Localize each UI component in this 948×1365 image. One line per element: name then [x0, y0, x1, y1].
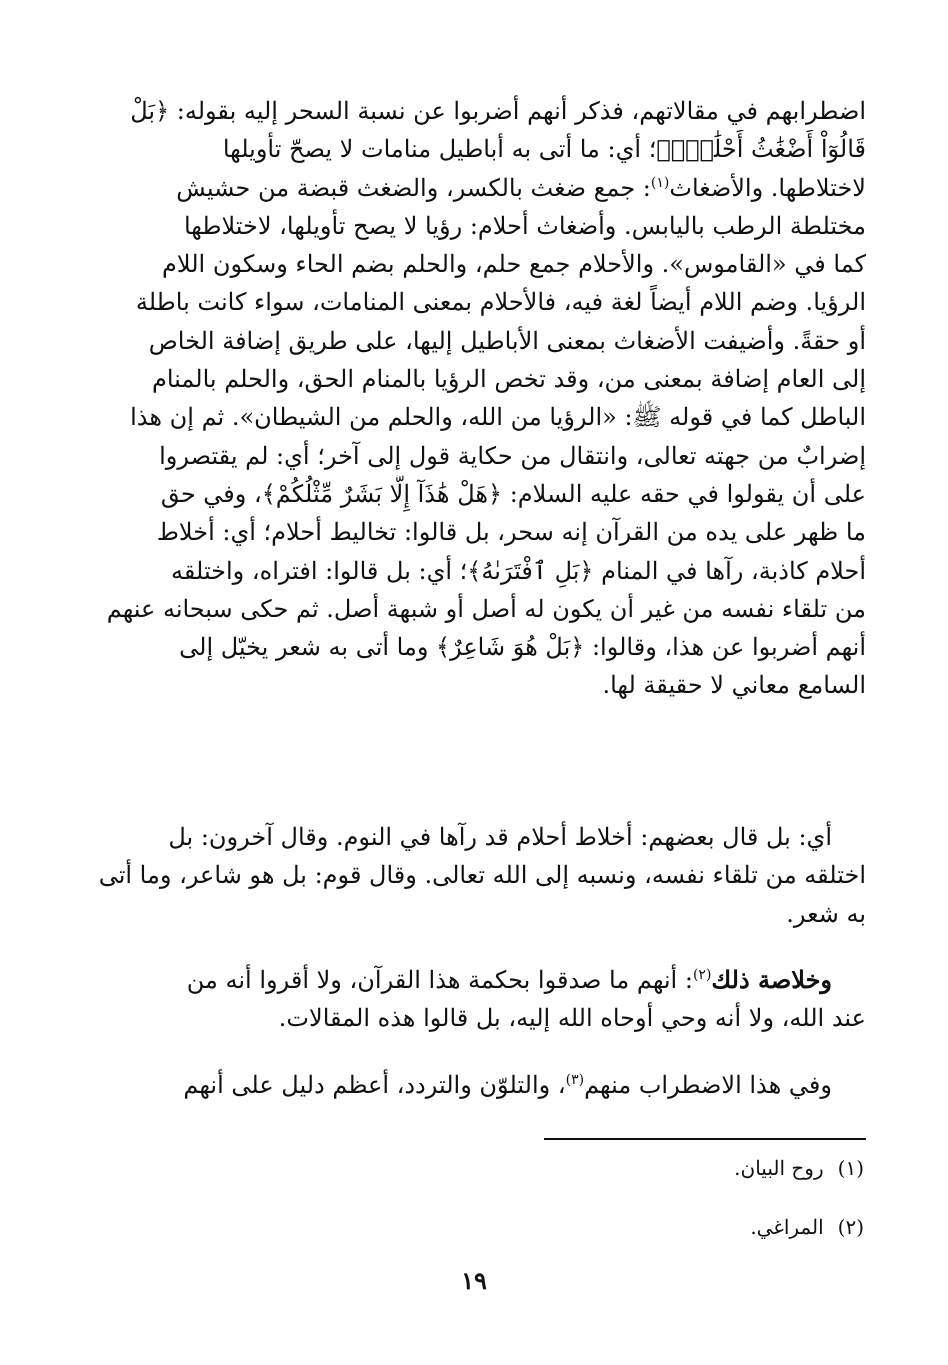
text-line [96, 169, 866, 207]
text-segment: ، والتلوّن والتردد، أعظم دليل على أنهم [183, 1071, 566, 1099]
footnote-marker: (٣) [565, 1072, 585, 1088]
text-line: أو حقةً. وأضيفت الأضغاث بمعنى الأباطيل إليها، على طريق إضافة الخاص [148, 326, 866, 355]
text-line: على أن يقولوا في حقه عليه السلام: ﴿هَلْ هَٰذَآ إِلَّا بَشَرٌ مِّثْلُكُمْ﴾، وفي حق [160, 479, 866, 508]
text-line: الرؤيا. وضم اللام أيضاً لغة فيه، فالأحلام بمعنى المنامات، سواء كانت باطلة [135, 288, 866, 317]
summary-heading: وخلاصة ذلك [711, 965, 832, 994]
footnote-text: المراغي. [750, 1215, 824, 1239]
text-line: أنهم أضربوا عن هذا، وقالوا: ﴿بَلْ هُوَ شَاعِرٌ﴾ وما أتى به شعر يخيّل إلى [179, 633, 866, 662]
paragraph-3 [96, 961, 866, 1038]
text-line: أحلام كاذبة، رآها في المنام ﴿بَلِ ٱفْتَرَىٰهُ﴾؛ أي: بل قالوا: افتراه، واختلقه [170, 556, 866, 585]
text-line: كما في «القاموس». والأحلام جمع حلم، والحلم بضم الحاء وسكون اللام [162, 250, 866, 279]
page-number: ١٩ [461, 1266, 487, 1295]
text-line: إضرابٌ من جهته تعالى، وانتقال من حكاية قول إلى آخر؛ أي: لم يقتصروا [159, 441, 866, 470]
footnote-divider [544, 1138, 866, 1140]
footnote-text: روح البيان. [734, 1156, 824, 1180]
text-line: قَالُوٓاْ أَضْغَٰثُ أَحْلَٰمٍۭ﴾؛ أي: ما أتى به أباطيل منامات لا يصحّ تأويلها [222, 135, 866, 164]
text-segment: وفي هذا الاضطراب منهم [584, 1071, 832, 1099]
text-line: إلى العام إضافة بمعنى من، وقد تخص الرؤيا بالمنام الحق، والحلم بالمنام [151, 365, 866, 394]
text-line: اضطرابهم في مقالاتهم، فذكر أنهم أضربوا عن نسبة السحر إليه بقوله: ﴿بَلْ [130, 97, 866, 125]
paragraph-2 [96, 818, 866, 933]
footnote-marker: (١) [650, 174, 670, 191]
text-segment: لاختلاطها. والأضغاث [669, 173, 866, 202]
footnote-marker: (٢) [692, 967, 712, 983]
text-line [96, 1066, 866, 1104]
text-segment: : جمع ضغث بالكسر، والضغث قبضة من حشيش [176, 173, 651, 202]
text-line: به شعر. [786, 899, 866, 928]
footnote-2 [750, 1215, 864, 1239]
main-paragraph [96, 92, 866, 705]
paragraph-4 [96, 1066, 866, 1104]
footnote-number: (٢) [837, 1215, 864, 1239]
text-line: عند الله، ولا أنه وحي أوحاه الله إليه، بل قالوا هذه المقالات. [278, 1004, 866, 1033]
text-line: السامع معاني لا حقيقة لها. [602, 671, 866, 700]
footnote-1 [734, 1156, 864, 1180]
text-line: اختلقه من تلقاء نفسه، ونسبه إلى الله تعالى. وقال قوم: بل هو شاعر، وما أتى [98, 861, 866, 890]
text-line: أي: بل قال بعضهم: أخلاط أحلام قد رآها في النوم. وقال آخرون: بل [168, 823, 832, 851]
text-line: من تلقاء نفسه من غير أن يكون له أصل أو شبهة أصل. ثم حكى سبحانه عنهم [106, 594, 866, 623]
text-line: مختلطة الرطب باليابس. وأضغاث أحلام: رؤيا لا يصح تأويلها، لاختلاطها [183, 211, 866, 240]
text-line: ما ظهر على يده من القرآن إنه سحر، بل قالوا: تخاليط أحلام؛ أي: أخلاط [156, 518, 866, 547]
footnote-number: (١) [837, 1156, 864, 1180]
text-segment: : أنهم ما صدقوا بحكمة هذا القرآن، ولا أقروا أنه من [186, 966, 693, 994]
text-line: الباطل كما في قوله ﷺ: «الرؤيا من الله، والحلم من الشيطان». ثم إن هذا [130, 403, 866, 432]
text-line [96, 961, 866, 999]
